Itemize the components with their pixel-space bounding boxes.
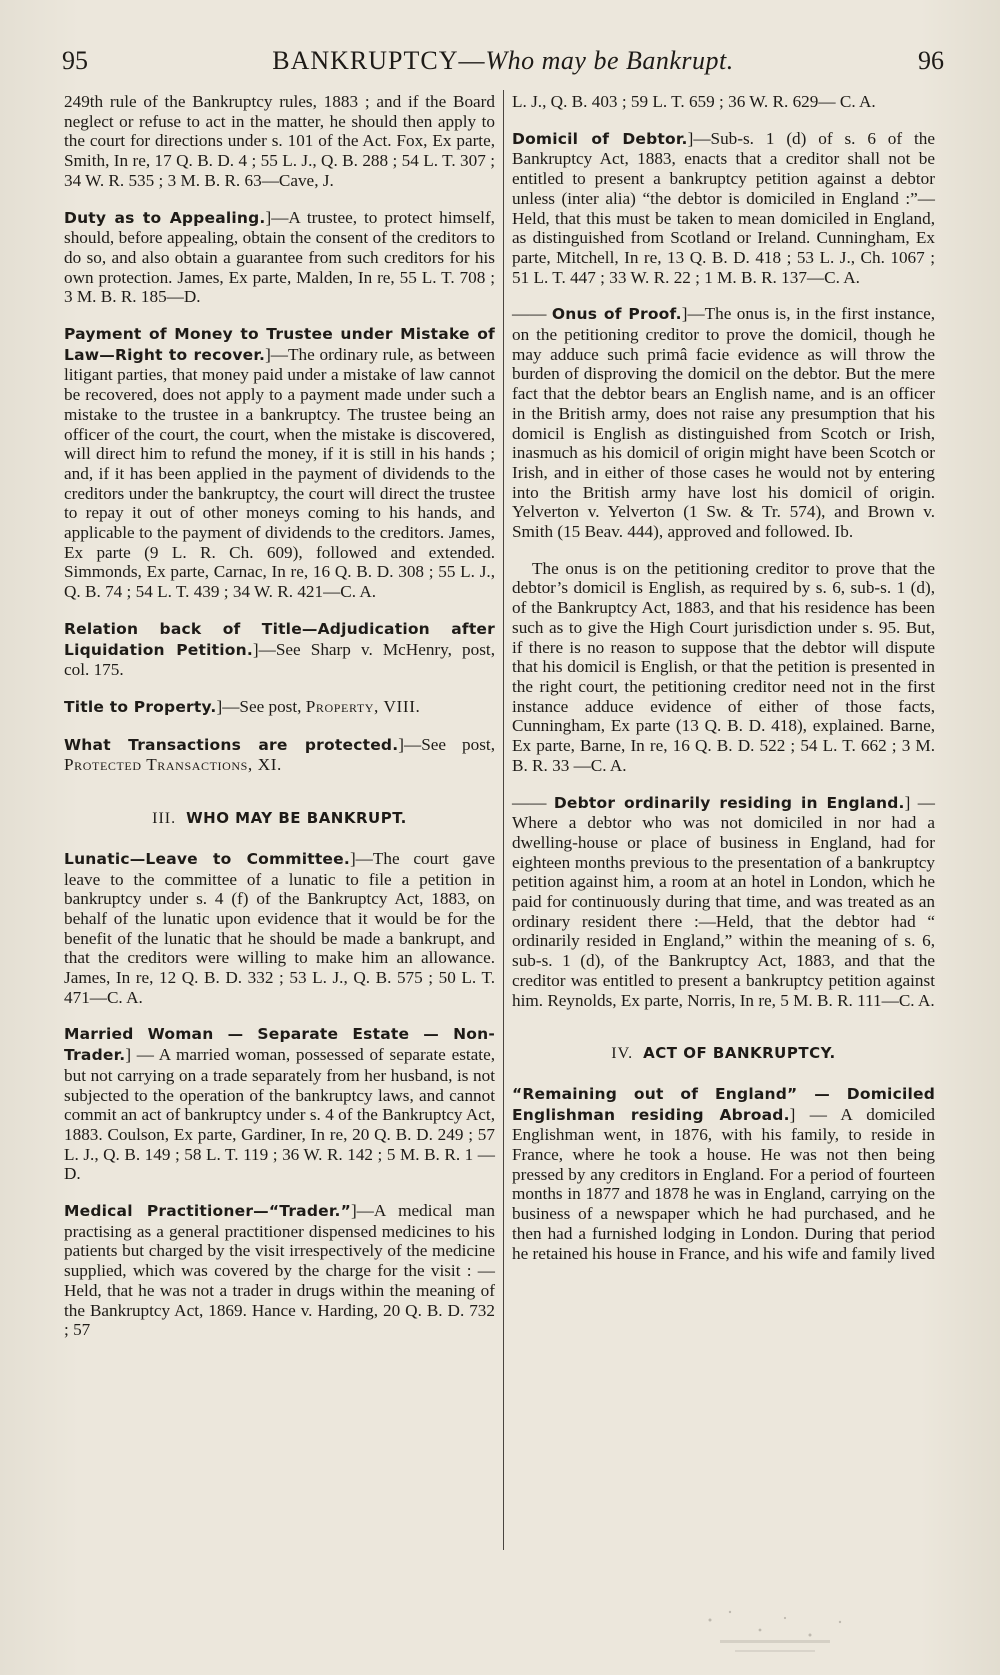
entry-heading: Debtor ordinarily residing in England. <box>553 793 905 812</box>
entry-body: ]—Sub-s. 1 (d) of s. 6 of the Bankruptcy Act, 1883, enacts that a creditor shall not be entitled to present a bankruptcy petition against a debtor unless (inter alia) “the debtor is domiciled in England :”—Held, that this must be taken to mean domiciled in England, as distinguished from Scotland or Ireland. Cunningham, Ex parte, Mitchell, In re, 13 Q. B. D. 418 ; 53 L. J., Ch. 1067 ; 51 L. T. 447 ; 33 W. R. 22 ; 1 M. B. R. 137—C. A. <box>512 128 935 287</box>
entry-body: ]—See post, <box>398 734 495 754</box>
entry-onus-paragraph-2: The onus is on the petitioning creditor to prove that the debtor’s domicil is English, as required by s. 6, sub-s. 1 (d), of the Bankruptcy Act, 1883, and that his residence has been such as to give the High Court jurisdiction under s. 95. But, if there is no reason to suppose that the debtor will dispute that his domicil is English, or that the petition is presented in the right court, the petitioning creditor need not in the first instance adduce evidence of either of those facts, Cunningham, Ex parte (13 Q. B. D. 418), explained. Barne, Ex parte, Barne, In re, 16 Q. B. D. 522 ; 54 L. T. 662 ; 3 M. B. R. 33 —C. A. <box>512 558 935 775</box>
cross-reference: Protected Transactions, XI. <box>64 755 282 775</box>
entry-body: ]—The court gave leave to the committee of a lunatic to file a petition in bankruptcy under s. 4 (f) of the Bankruptcy Act, 1883, on behalf of the lunatic upon evidence that it would be for the benefit of the lunatic that he should be made a bankrupt, and that the creditors were willing to make him an allowance. James, In re, 12 Q. B. D. 332 ; 53 L. J., Q. B. 575 ; 50 L. T. 471—C. A. <box>64 848 495 1007</box>
right-column <box>512 92 935 1280</box>
entry-continuation: L. J., Q. B. 403 ; 59 L. T. 659 ; 36 W. R. 629— C. A. <box>512 92 876 111</box>
entry-title-to-property <box>64 697 495 718</box>
entry-medical-practitioner <box>64 1201 495 1340</box>
entry-heading: Lunatic—Leave to Committee. <box>64 849 350 868</box>
entry-married-woman <box>64 1024 495 1184</box>
library-stamp-mark <box>690 1560 870 1670</box>
column-divider <box>503 90 504 1550</box>
entry-heading: Relation back of Title—Adjudication after Liquidation Petition. <box>64 619 495 659</box>
entry-heading: Domicil of Debtor. <box>512 129 688 148</box>
entry-body: ]—The onus is, in the first instance, on the petitioning creditor to prove the domicil, though he may adduce such primâ facie evidence as will throw the burden of disproving the domicil on the debtor. But the mere fact that the debtor bears an English name, and is an officer in the British army, does not raise any presumption that his domicil is English as distinguished from Scotch or Irish, inasmuch as his domicil of origin might have been Scotch or Irish, and in either of those cases he would not by entering into the British army have lost his domicil of origin. Yelverton v. Yelverton (1 Sw. & Tr. 574), and Brown v. Smith (15 Beav. 444), approved and followed. Ib. <box>512 304 936 542</box>
entry-body: ] — A married woman, possessed of separate estate, but not carrying on a trade separately from her husband, is not subjected to the operation of the bankruptcy laws, and cannot commit an act of bankruptcy under s. 4 of the Bankruptcy Act, 1883. Coulson, Ex parte, Gardiner, In re, 20 Q. B. D. 249 ; 57 L. J., Q. B. 149 ; 58 L. T. 119 ; 36 W. R. 142 ; 5 M. B. R. 1 —D. <box>64 1045 495 1184</box>
entry-heading: Onus of Proof. <box>551 305 682 324</box>
dash-marker: —— <box>512 304 547 324</box>
cross-reference: Property, VIII. <box>305 696 421 716</box>
entry-heading: Payment of Money to Trustee under Mistake of Law—Right to recover. <box>64 325 495 364</box>
left-page-number: 95 <box>62 46 88 75</box>
section-heading-iii <box>64 809 495 829</box>
entry-heading: Medical Practitioner—“Trader.” <box>64 1202 351 1221</box>
entry-what-transactions-protected <box>64 735 495 775</box>
running-header <box>62 46 944 90</box>
page-title <box>62 46 944 76</box>
entry-heading: Married Woman — Separate Estate — Non-Trader. <box>64 1025 495 1065</box>
title-italic: Who may be Bankrupt. <box>485 46 734 75</box>
right-page-number: 96 <box>918 46 944 75</box>
entry-body: ]—A medical man practising as a general practitioner dispensed medicines to his patients but charged by the visit irrespectively of the medicine supplied, which was covered by the charge for the visit : —Held, that he was not a trader in drugs within the meaning of the Bankruptcy Act, 1869. Hance v. Harding, 20 Q. B. D. 732 ; 57 <box>64 1201 495 1340</box>
entry-body: ]—See Sharp v. McHenry, post, col. 175. <box>64 639 495 680</box>
section-name: WHO MAY BE BANKRUPT. <box>186 809 407 828</box>
entry-domicil-of-debtor <box>512 129 935 288</box>
entry-heading: Duty as to Appealing. <box>64 208 266 227</box>
entry-body: ]—See post, <box>216 696 306 716</box>
entry-heading: “Remaining out of England” — Domiciled Englishman residing Abroad. <box>512 1084 935 1124</box>
entry-debtor-ordinarily-residing <box>512 793 935 1011</box>
entry-heading: Title to Property. <box>64 697 217 716</box>
entry-relation-back-of-title <box>64 619 495 680</box>
entry-heading: What Transactions are protected. <box>64 735 399 754</box>
entry-lunatic <box>64 849 495 1008</box>
entry-body: ] — A domiciled Englishman went, in 1876, with his family, to reside in France, where he took a house. He was not then being pressed by any creditors in England. For a period of fourteen months in 1877 and 1878 he was in England, carrying on the business of a newspaper which he had purchased, and he then had a furnished lodging in London. During that period he retained his house in France, and his wife and family lived <box>512 1104 935 1263</box>
left-column <box>64 92 495 1357</box>
entry-remaining-out-of-england <box>512 1084 935 1263</box>
entry-duty-as-to-appealing <box>64 208 495 308</box>
entry-onus-of-proof <box>512 304 935 541</box>
section-heading-iv <box>512 1044 935 1064</box>
entry-payment-of-money <box>64 324 495 602</box>
entry-body: ] —Where a debtor who was not domiciled in nor had a dwelling-house or place of business in England, had for eighteen months previous to the presentation of a bankruptcy petition against him, a room at an hotel in London, which he paid for continuously during that time, and was treated as an ordinary resident there :—Held, that the debtor had “ ordinarily resided in England,” within the meaning of s. 6, sub-s. 1 (d), of the Bankruptcy Act, 1883, and that the creditor was entitled to present a bankruptcy petition against him. Reynolds, Ex parte, Norris, In re, 5 M. B. R. 111—C. A. <box>512 792 935 1010</box>
title-main: BANKRUPTCY— <box>272 46 486 75</box>
entry-body: ]—A trustee, to protect himself, should, before appealing, obtain the consent of the creditors to do so, and also obtain a guarantee from such creditors for his own protection. James, Ex parte, Malden, In re, 55 L. T. 708 ; 3 M. B. R. 185—D. <box>64 207 495 307</box>
dash-marker: —— <box>512 792 547 812</box>
section-name: ACT OF BANKRUPTCY. <box>643 1044 836 1063</box>
section-number: IV. <box>611 1045 634 1063</box>
entry-body: ]—The ordinary rule, as between litigant parties, that money paid under a mistake of law cannot be recovered, does not apply to a payment made under such a mistake to the trustee in a bankruptcy. The trustee being an officer of the court, the court, when the mistake is discovered, will direct him to refund the money, if it is still in his hands ; and, if it has been applied in the payment of dividends to the creditors under the bankruptcy, the court will direct the trustee to repay it out of other moneys coming to his hands, and applicable to the payment of dividends to the creditors. James, Ex parte (9 L. R. Ch. 609), followed and extended. Simmonds, Ex parte, Carnac, In re, 16 Q. B. D. 308 ; 55 L. J., Q. B. 74 ; 54 L. T. 439 ; 34 W. R. 421—C. A. <box>64 344 495 602</box>
entry-continuation: 249th rule of the Bankruptcy rules, 1883 ; and if the Board neglect or refuse to act in the matter, he should then apply to the court for directions under s. 101 of the Act. Fox, Ex parte, Smith, In re, 17 Q. B. D. 4 ; 55 L. J., Q. B. 288 ; 54 L. T. 307 ; 34 W. R. 535 ; 3 M. B. R. 63—Cave, J. <box>64 92 495 190</box>
section-number: III. <box>152 810 177 828</box>
